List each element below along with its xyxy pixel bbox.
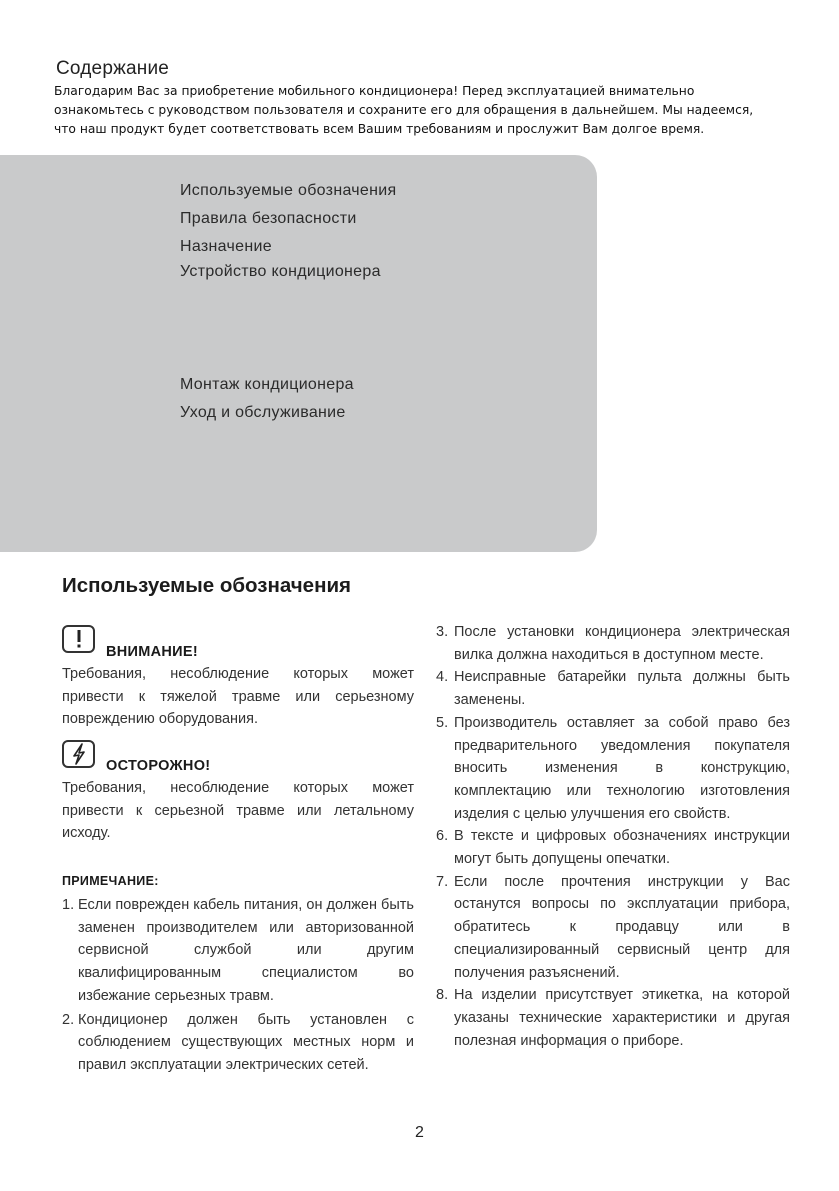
- list-item-text: Неисправные батарейки пульта должны быть заменены.: [454, 669, 790, 709]
- list-item-number: 6.: [436, 828, 449, 845]
- list-item-number: 5.: [436, 714, 449, 731]
- list-item-number: 7.: [436, 873, 449, 890]
- caution-text: Требования, несоблюдение которых может привести к серьезной травме или летальному исходу.: [62, 780, 414, 842]
- caution-label: ОСТОРОЖНО!: [106, 758, 211, 774]
- attention-text: Требования, несоблюдение которых может привести к тяжелой травме или серьезному повреждению оборудования.: [62, 666, 414, 728]
- contents-title: Содержание: [56, 58, 170, 79]
- list-item-text: На изделии присутствует этикетка, на которой указаны технические характеристики и другая полезная информация о приборе.: [454, 987, 790, 1049]
- toc-item-device[interactable]: Устройство кондиционера: [180, 263, 381, 280]
- list-item: [436, 666, 790, 711]
- toc-item-maintenance[interactable]: Уход и обслуживание: [180, 404, 346, 421]
- list-item: [62, 894, 414, 1008]
- list-item-text: Кондиционер должен быть установлен с соблюдением существующих местных норм и правил эксплуатации электрических сетей.: [78, 1011, 414, 1073]
- exclamation-icon: [62, 625, 95, 653]
- attention-label: ВНИМАНИЕ!: [106, 644, 199, 660]
- toc-item-symbols[interactable]: Используемые обозначения: [180, 182, 397, 199]
- list-item-text: Производитель оставляет за собой право без предварительного уведомления покупателя вносить изменения в конструкцию, комплектацию или технологию изготовления изделия с целью улучшения его свойств.: [454, 714, 790, 822]
- notes-list-right: [436, 621, 790, 1052]
- list-item: [436, 871, 790, 985]
- list-item: [436, 825, 790, 870]
- lightning-icon: [62, 740, 95, 768]
- list-item: [436, 621, 790, 666]
- list-item-text: После установки кондиционера электрическая вилка должна находиться в доступном месте.: [454, 624, 790, 663]
- toc-item-installation[interactable]: Монтаж кондиционера: [180, 376, 354, 393]
- list-item-number: 4.: [436, 669, 449, 686]
- list-item: [62, 1009, 414, 1077]
- list-item-number: 2.: [62, 1011, 75, 1028]
- list-item-number: 3.: [436, 624, 449, 640]
- list-item-text: Если поврежден кабель питания, он должен быть заменен производителем или авторизованной сервисной службой или другим квалифицированным специалистом во избежание серьезных травм.: [78, 897, 414, 1004]
- list-item: [436, 712, 790, 826]
- list-item-text: Если после прочтения инструкции у Вас останутся вопросы по эксплуатации прибора, обратитесь к продавцу или в специализированный сервисный центр для получения разъяснений.: [454, 873, 790, 981]
- section-title: Используемые обозначения: [62, 574, 352, 597]
- list-item-number: 1.: [62, 897, 75, 913]
- note-label: ПРИМЕЧАНИЕ:: [62, 874, 159, 888]
- page-number: 2: [415, 1124, 424, 1141]
- list-item-number: 8.: [436, 987, 449, 1004]
- list-item: [436, 984, 790, 1052]
- toc-item-safety[interactable]: Правила безопасности: [180, 210, 357, 227]
- intro-paragraph: Благодарим Вас за приобретение мобильного кондиционера! Перед эксплуатацией внимательно ознакомьтесь с руководством пользователя и сохраните его для обращения в дальнейшем. Мы надеемся, что наш продукт будет соответствовать всем Вашим требованиям и прослужит Вам долгое время.: [54, 84, 754, 136]
- list-item-text: В тексте и цифровых обозначениях инструкции могут быть допущены опечатки.: [454, 828, 790, 868]
- notes-list-left: [62, 894, 414, 1077]
- toc-item-purpose[interactable]: Назначение: [180, 238, 272, 255]
